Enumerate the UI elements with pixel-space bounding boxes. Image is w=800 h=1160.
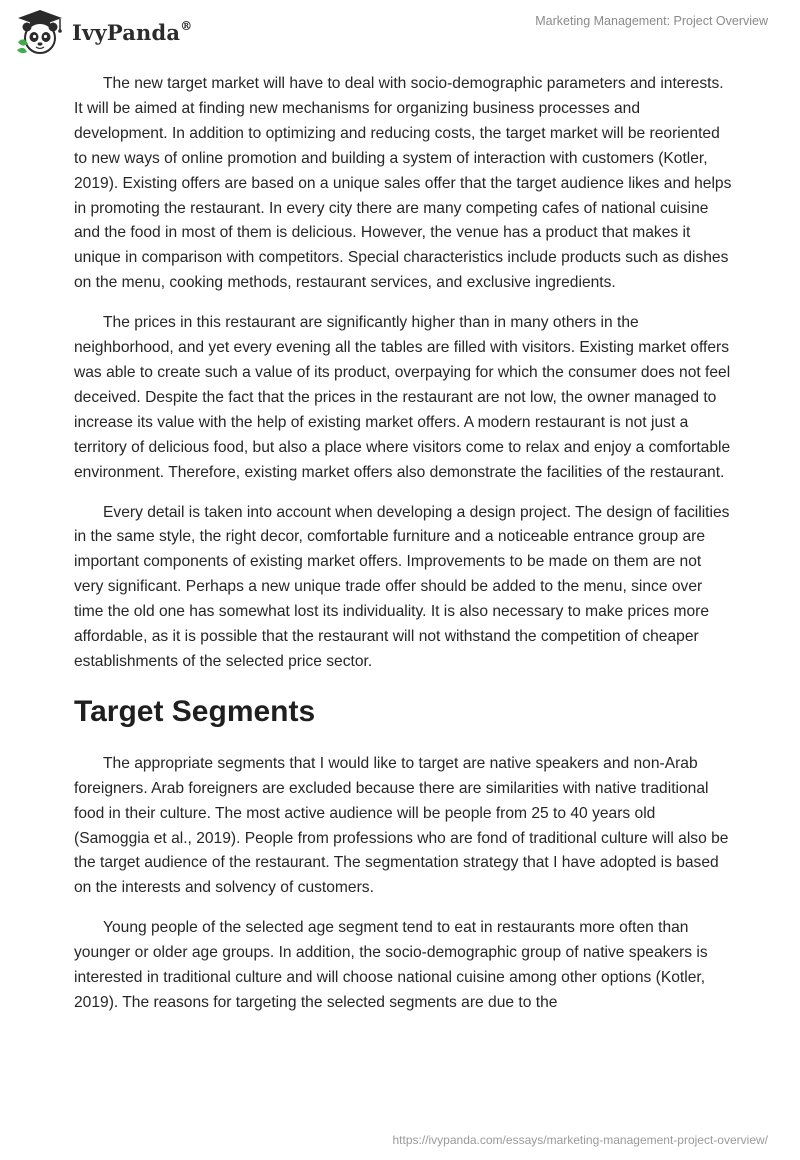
ivypanda-logo[interactable] (14, 8, 192, 56)
section-heading: Target Segments (74, 694, 316, 728)
paragraph: Young people of the selected age segment tend to eat in restaurants more often than younger or older age groups. In addition, the socio-demographic group of native speakers is interested in traditional culture and will choose national cuisine among other options (Kotler, 2019). The reasons for targeting the selected segments are due to the (74, 919, 708, 1011)
paragraph: Every detail is taken into account when developing a design project. The design of facilities in the same style, the right decor, comfortable furniture and a noticeable entrance group are important components of existing market offers. Improvements to be made on them are not very significant. Perhaps a new unique trade offer should be added to the menu, since over time the old one has somewhat lost its individuality. It is also necessary to make prices more affordable, as it is possible that the restaurant will not withstand the competition of cheaper establishments of the selected price sector. (74, 503, 730, 670)
panda-graduate-icon (14, 8, 66, 56)
paragraph: The prices in this restaurant are significantly higher than in many others in the neighborhood, and yet every evening all the tables are filled with visitors. Existing market offers was able to create such a value of its product, overpaying for which the consumer does not feel deceived. Despite the fact that the prices in the restaurant are not low, the owner managed to increase its value with the help of existing market offers. A modern restaurant is not just a territory of delicious food, but also a place where visitors come to relax and enjoy a comfortable environment. Therefore, existing market offers also demonstrate the facilities of the restaurant. (74, 314, 731, 481)
document-title: Marketing Management: Project Overview (535, 14, 768, 28)
essay-body (74, 72, 734, 1031)
brand-name: IvyPanda® (72, 18, 193, 45)
paragraph: The appropriate segments that I would like to target are native speakers and non-Arab foreigners. Arab foreigners are excluded because there are similarities with native traditional food in their culture. The most active audience will be people from 25 to 40 years old (Samoggia et al., 2019). People from professions who are fond of traditional culture will also be the target audience of the restaurant. The segmentation strategy that I have adopted is based on the interests and solvency of customers. (74, 754, 729, 897)
paragraph: The new target market will have to deal with socio-demographic parameters and interests. It will be aimed at finding new mechanisms for organizing business processes and development. In addition to optimizing and reducing costs, the target market will be reoriented to new ways of online promotion and building a system of interaction with customers (Kotler, 2019). Existing offers are based on a unique sales offer that the target audience likes and helps in promoting the restaurant. In every city there are many competing cafes of national cuisine and the food in most of them is delicious. However, the venue has a product that makes it unique in comparison with competitors. Special characteristics include products such as dishes on the menu, cooking methods, restaurant services, and exclusive ingredients. (74, 75, 732, 292)
source-url[interactable]: https://ivypanda.com/essays/marketing-management-project-overview/ (392, 1133, 768, 1147)
